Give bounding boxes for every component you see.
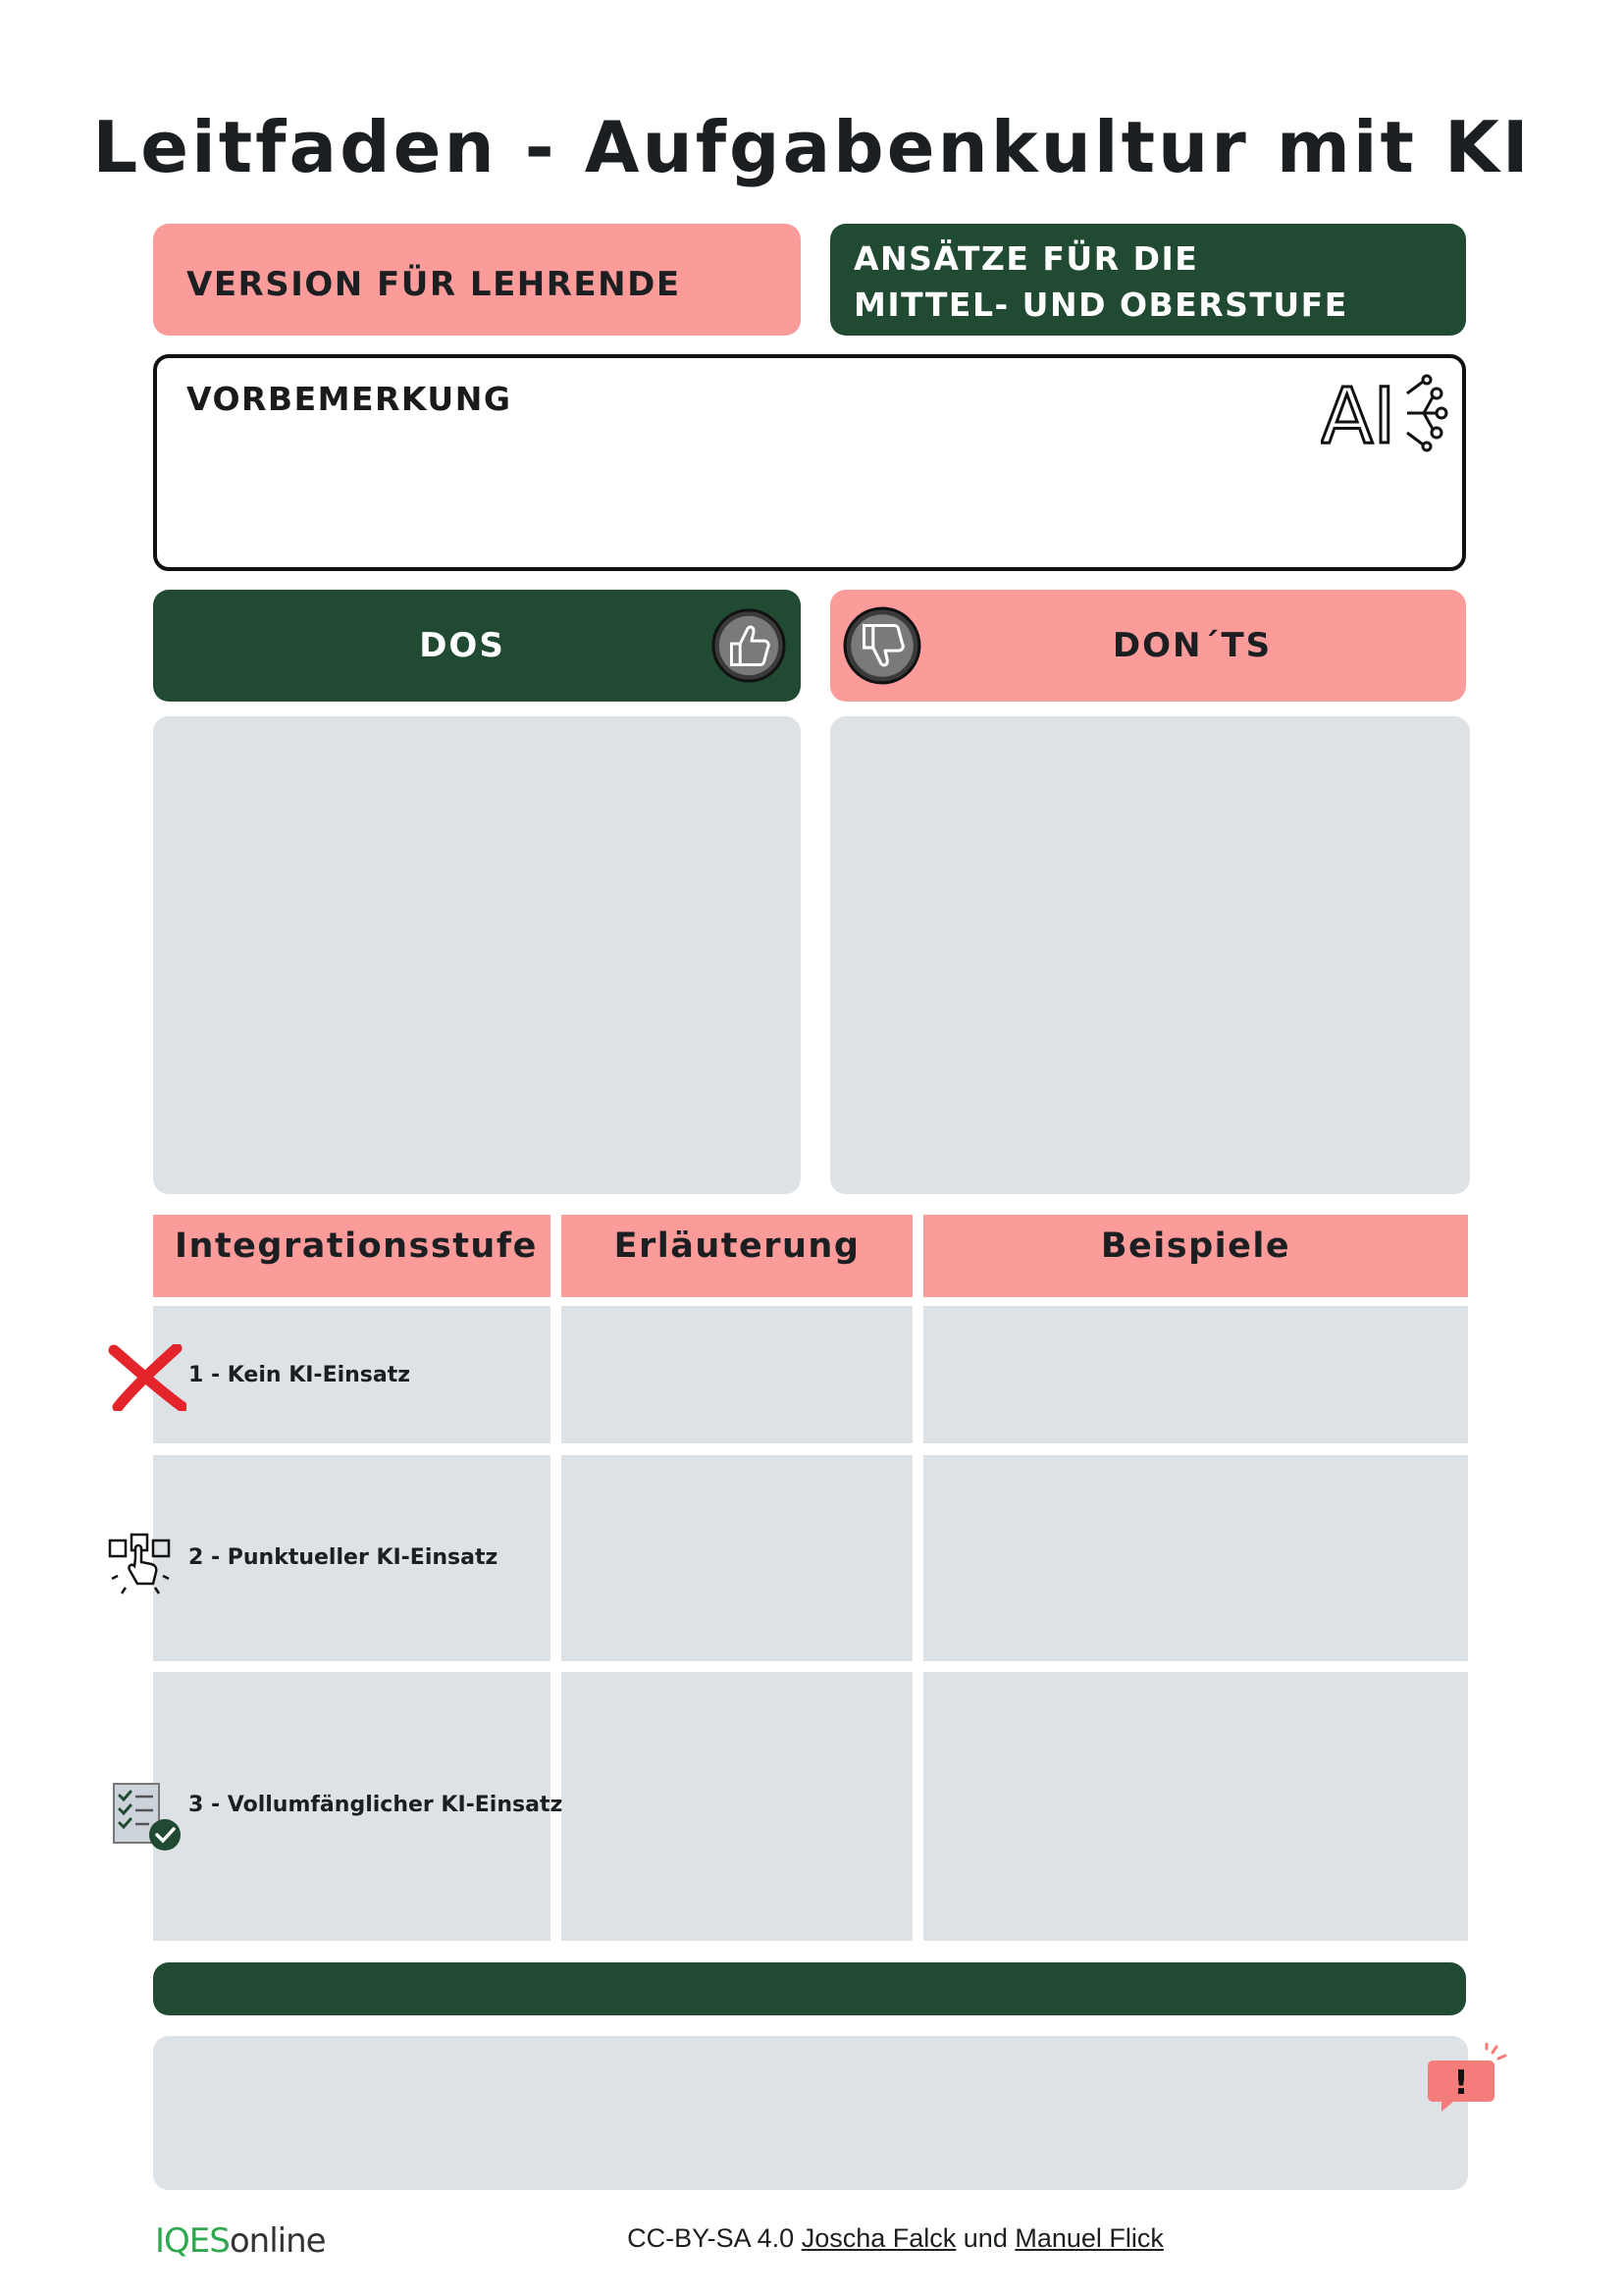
table-header-integrationsstufe: Integrationsstufe — [153, 1215, 550, 1297]
logo-iqes-text: IQES — [155, 2221, 230, 2261]
table-cell-row2-erlaeuterung — [561, 1455, 913, 1661]
table-cell-row3-erlaeuterung — [561, 1672, 913, 1941]
ai-circuit-icon — [1321, 374, 1448, 452]
donts-panel — [830, 716, 1470, 1194]
preliminary-remark-title: VORBEMERKUNG — [186, 380, 512, 418]
license-line — [0, 2223, 1624, 2254]
table-cell-row2-beispiele — [923, 1455, 1468, 1661]
version-label: VERSION FÜR LEHRENDE — [186, 265, 681, 304]
donts-title: DON´TS — [1112, 626, 1273, 665]
notes-panel — [153, 2036, 1468, 2190]
hand-select-icon — [106, 1531, 179, 1595]
preliminary-remark-box — [153, 354, 1466, 571]
checklist-icon — [110, 1778, 186, 1852]
license-text: CC-BY-SA 4.0 — [627, 2223, 795, 2253]
thumbs-down-icon — [842, 605, 922, 686]
alert-speech-bubble-icon — [1428, 2043, 1508, 2119]
author-link-joscha-falck[interactable]: Joscha Falck — [801, 2223, 957, 2253]
license-connector: und — [963, 2223, 1008, 2253]
thumbs-up-icon — [710, 607, 787, 684]
page-title: Leitfaden - Aufgabenkultur mit KI — [92, 106, 1532, 188]
red-x-icon — [108, 1344, 186, 1411]
author-link-manuel-flick[interactable]: Manuel Flick — [1015, 2223, 1164, 2253]
table-cell-row3-beispiele — [923, 1672, 1468, 1941]
table-header-erlaeuterung: Erläuterung — [561, 1215, 913, 1297]
ai-icon-text: AI — [1321, 374, 1396, 452]
table-row1-label: 1 - Kein KI-Einsatz — [188, 1363, 411, 1387]
dos-header — [153, 590, 801, 702]
level-label-line1: ANSÄTZE FÜR DIE — [854, 239, 1199, 278]
logo-online-text: online — [229, 2221, 326, 2261]
table-row3-label: 3 - Vollumfänglicher KI-Einsatz — [188, 1793, 563, 1817]
level-label-line2: MITTEL- UND OBERSTUFE — [854, 286, 1348, 324]
dos-title: DOS — [419, 626, 505, 665]
table-cell-row1-beispiele — [923, 1306, 1468, 1443]
level-label-box — [830, 224, 1466, 336]
table-cell-row1-erlaeuterung — [561, 1306, 913, 1443]
table-row2-label: 2 - Punktueller KI-Einsatz — [188, 1545, 498, 1570]
alert-icon-text: ! — [1453, 2063, 1469, 2103]
version-label-box — [153, 224, 801, 336]
table-header-beispiele: Beispiele — [923, 1215, 1468, 1297]
donts-header — [830, 590, 1466, 702]
dos-panel — [153, 716, 801, 1194]
summary-bar — [153, 1962, 1466, 2015]
